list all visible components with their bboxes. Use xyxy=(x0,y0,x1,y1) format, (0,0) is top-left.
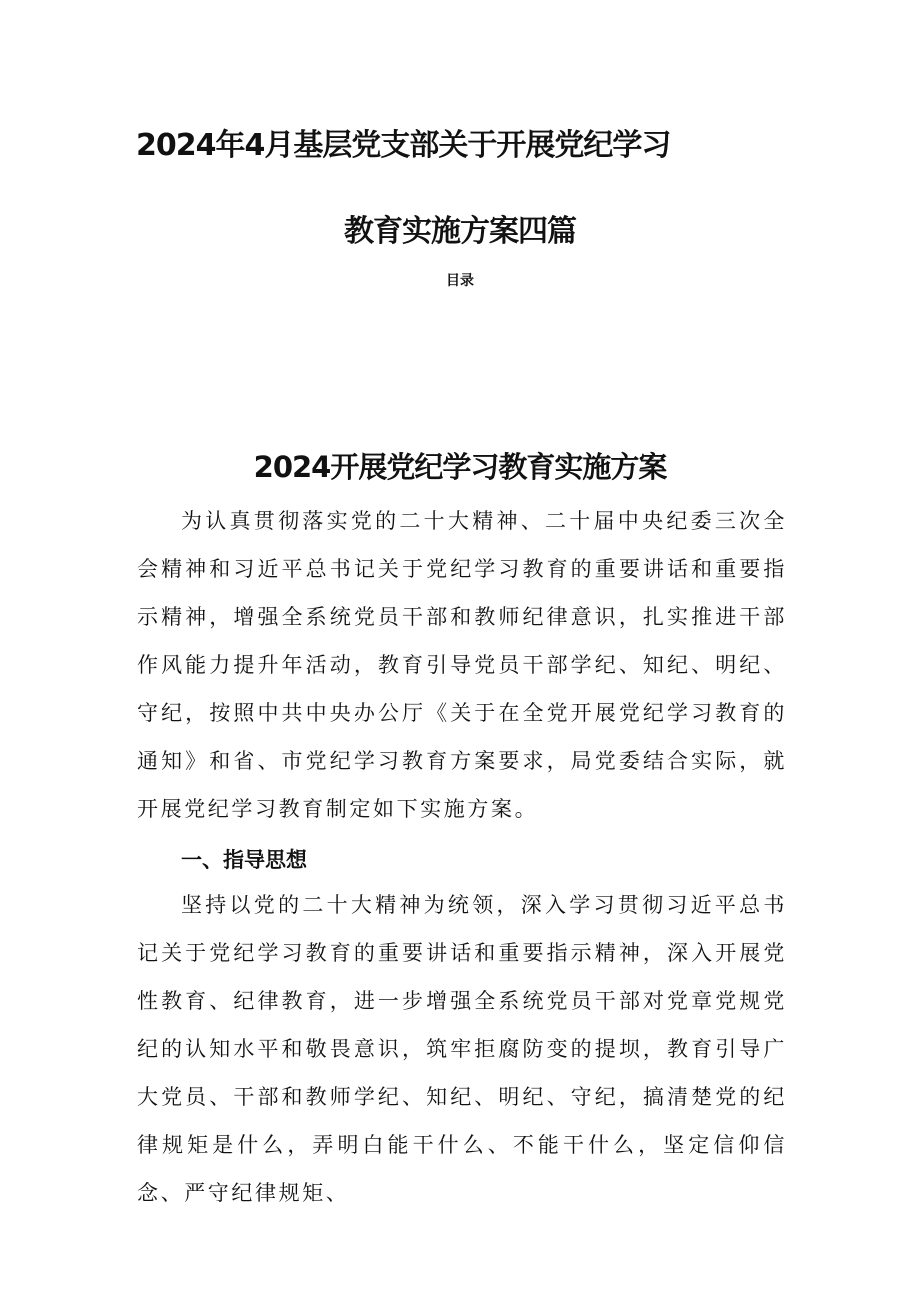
document-title-line-1: 2024年4月基层党支部关于开展党纪学习 xyxy=(136,128,671,163)
document-title-line-2: 教育实施方案四篇 xyxy=(344,214,576,249)
guiding-ideology-paragraph: 坚持以党的二十大精神为统领，深入学习贯彻习近平总书记关于党纪学习教育的重要讲话和重要指示精神，深入开展党性教育、纪律教育，进一步增强全系统党员干部对党章党规党纪的认知水平和敬畏意识，筑牢拒腐防变的提坝，教育引导广大党员、干部和教师学纪、知纪、明纪、守纪，搞清楚党的纪律规矩是什么，弄明白能干什么、不能干什么，坚定信仰信念、严守纪律规矩、 xyxy=(137,893,787,1205)
section-title: 2024开展党纪学习教育实施方案 xyxy=(253,450,667,484)
heading-guiding-ideology: 一、指导思想 xyxy=(181,848,307,872)
table-of-contents-label: 目录 xyxy=(446,273,474,289)
intro-paragraph: 为认真贯彻落实党的二十大精神、二十届中央纪委三次全会精神和习近平总书记关于党纪学习教育的重要讲话和重要指示精神，增强全系统党员干部和教师纪律意识，扎实推进干部作风能力提升年活动，教育引导党员干部学纪、知纪、明纪、守纪，按照中共中央办公厅《关于在全党开展党纪学习教育的通知》和省、市党纪学习教育方案要求，局党委结合实际，就开展党纪学习教育制定如下实施方案。 xyxy=(137,509,787,821)
